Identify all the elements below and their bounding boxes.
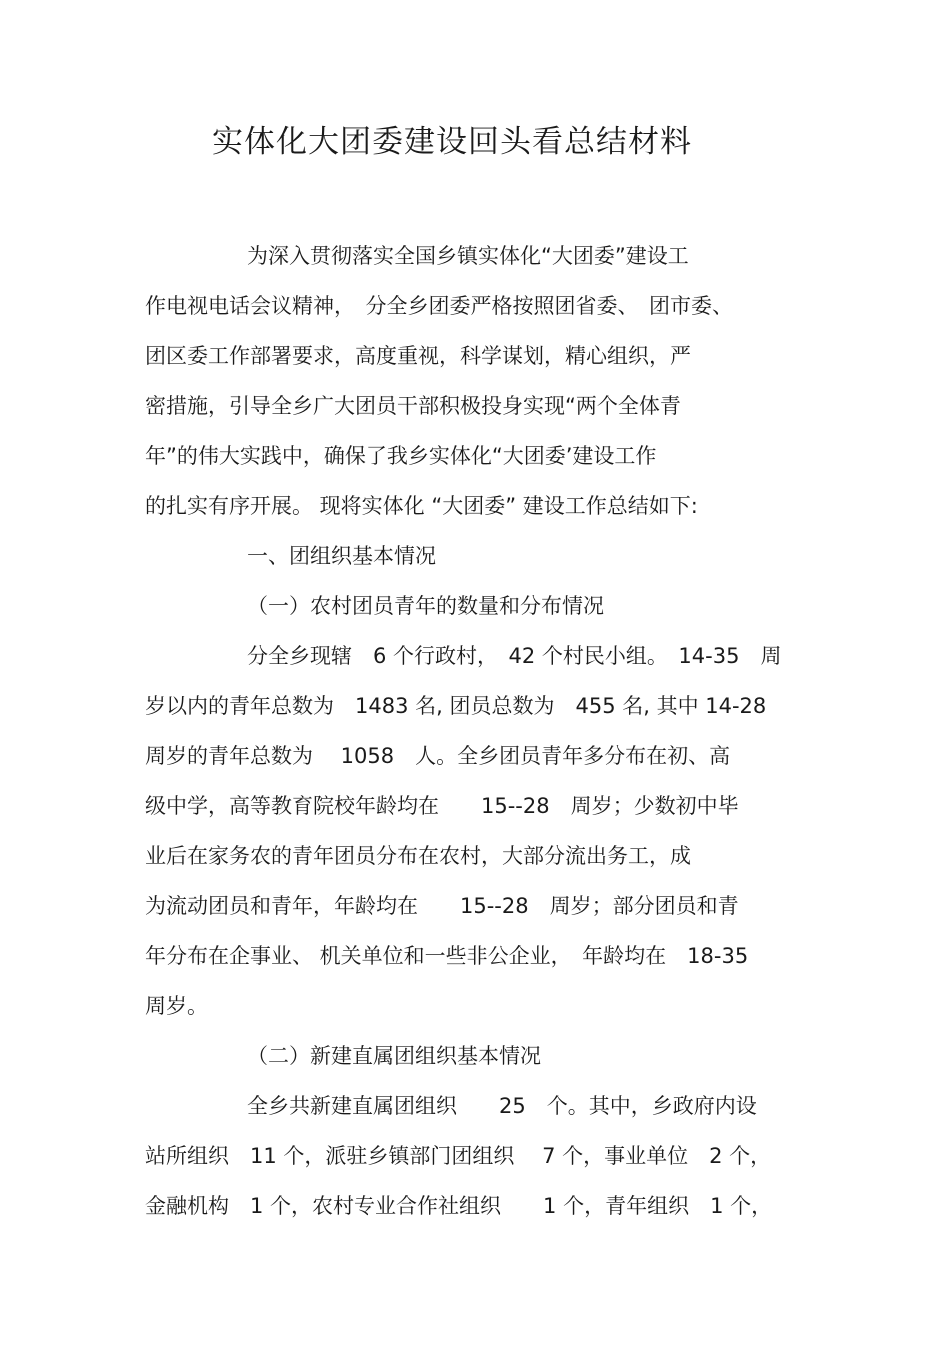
subsection-heading: （一）农村团员青年的数量和分布情况 bbox=[247, 594, 604, 618]
section-heading: 一、团组织基本情况 bbox=[247, 544, 436, 568]
paragraph-line: 站所组织 11 个，派驻乡镇部门团组织 7 个，事业单位 2 个， bbox=[145, 1144, 772, 1168]
paragraph-line: 金融机构 1 个，农村专业合作社组织 1 个，青年组织 1 个， bbox=[145, 1194, 773, 1218]
paragraph-line: 为流动团员和青年，年龄均在 15--28 周岁；部分团员和青 bbox=[145, 894, 739, 918]
paragraph-line: 作电视电话会议精神， 分全乡团委严格按照团省委、 团市委、 bbox=[145, 294, 733, 318]
paragraph-line: 岁以内的青年总数为 1483 名, 团员总数为 455 名, 其中 14-28 bbox=[145, 694, 767, 718]
paragraph-line: 业后在家务农的青年团员分布在农村，大部分流出务工，成 bbox=[145, 844, 691, 868]
document-title: 实体化大团委建设回头看总结材料 bbox=[212, 124, 692, 160]
paragraph-line: 为深入贯彻落实全国乡镇实体化“大团委”建设工 bbox=[247, 244, 689, 268]
paragraph-line: 全乡共新建直属团组织 25 个。其中，乡政府内设 bbox=[247, 1094, 757, 1118]
paragraph-line: 密措施，引导全乡广大团员干部积极投身实现“两个全体青 bbox=[145, 394, 681, 418]
paragraph-line: 分全乡现辖 6 个行政村， 42 个村民小组。 14-35 周 bbox=[247, 644, 782, 668]
paragraph-line: 周岁的青年总数为 1058 人。全乡团员青年多分布在初、高 bbox=[145, 744, 731, 768]
paragraph-line: 年分布在企事业、 机关单位和一些非公企业， 年龄均在 18-35 bbox=[145, 944, 749, 968]
paragraph-line: 级中学，高等教育院校年龄均在 15--28 周岁；少数初中毕 bbox=[145, 794, 739, 818]
subsection-heading: （二）新建直属团组织基本情况 bbox=[247, 1044, 541, 1068]
paragraph-line: 团区委工作部署要求，高度重视，科学谋划，精心组织，严 bbox=[145, 344, 691, 368]
paragraph-line: 的扎实有序开展。 现将实体化 “大团委” 建设工作总结如下: bbox=[145, 494, 698, 518]
paragraph-line: 周岁。 bbox=[145, 994, 208, 1018]
paragraph-line: 年”的伟大实践中，确保了我乡实体化“大团委’建设工作 bbox=[145, 444, 657, 468]
